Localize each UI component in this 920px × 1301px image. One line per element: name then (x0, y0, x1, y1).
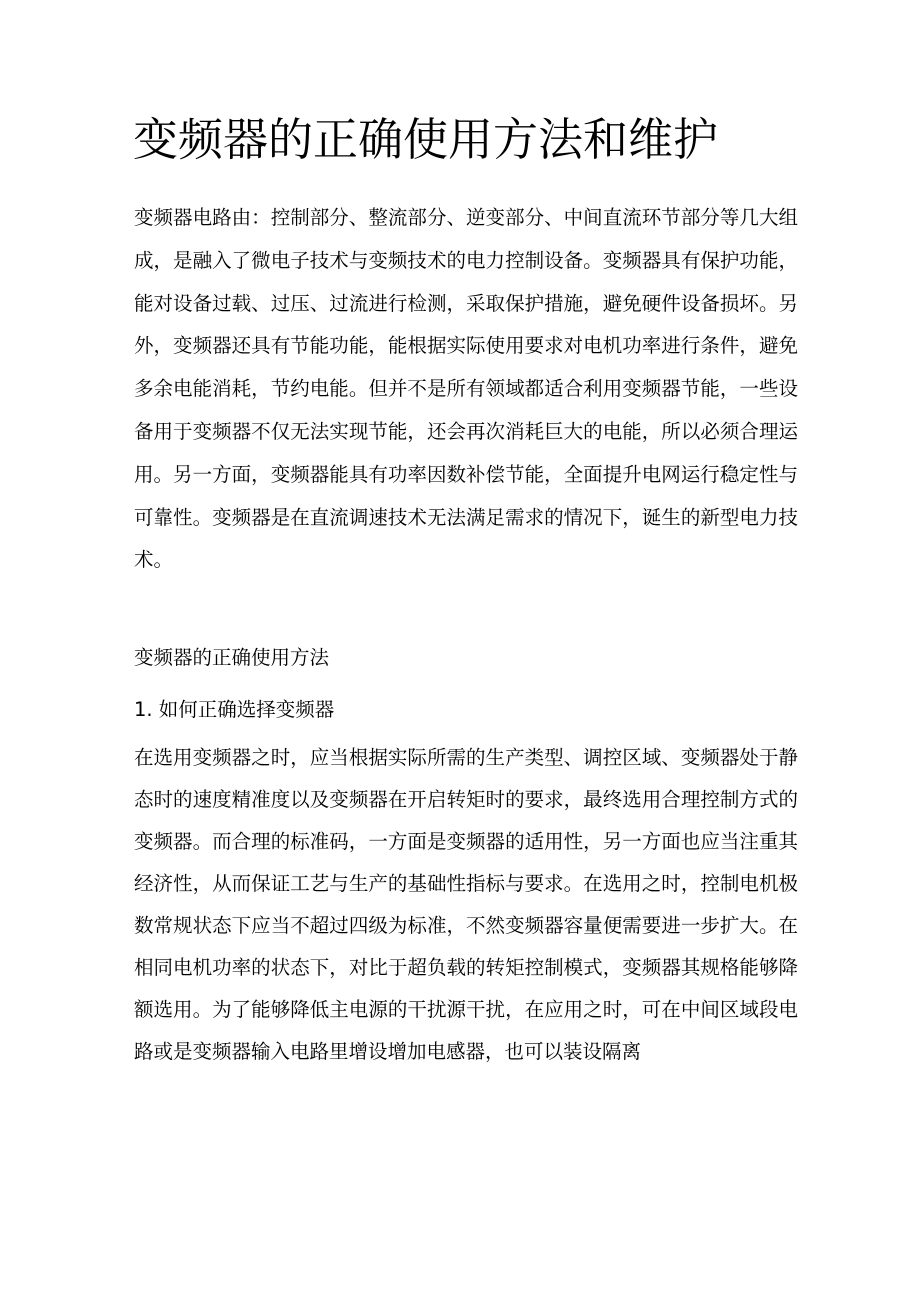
selection-paragraph: 在选用变频器之时，应当根据实际所需的生产类型、调控区域、变频器处于静态时的速度精准度以及变频器在开启转矩时的要求，最终选用合理控制方式的变频器。而合理的标准码，一方面是变频器的适用性，另一方面也应当注重其经济性，从而保证工艺与生产的基础性指标与要求。在选用之时，控制电机极数常规状态下应当不超过四级为标准，不然变频器容量便需要进一步扩大。在相同电机功率的状态下，对比于超负载的转矩控制模式，变频器其规格能够降额选用。为了能够降低主电源的干扰源干扰，在应用之时，可在中间区域段电路或是变频器输入电路里增设增加电感器，也可以装设隔离 (134, 746, 798, 1063)
section-heading: 变频器的正确使用方法 (134, 646, 330, 669)
document-title: 变频器的正确使用方法和维护 (133, 113, 719, 166)
intro-paragraph: 变频器电路由：控制部分、整流部分、逆变部分、中间直流环节部分等几大组成，是融入了微电子技术与变频技术的电力控制设备。变频器具有保护功能，能对设备过载、过压、过流进行检测，采取保护措施，避免硬件设备损坏。另外，变频器还具有节能功能，能根据实际使用要求对电机功率进行条件，避免多余电能消耗，节约电能。但并不是所有领域都适合利用变频器节能，一些设备用于变频器不仅无法实现节能，还会再次消耗巨大的电能，所以必须合理运用。另一方面，变频器能具有功率因数补偿节能，全面提升电网运行稳定性与可靠性。变频器是在直流调速技术无法满足需求的情况下，诞生的新型电力技术。 (134, 206, 798, 572)
subsection-heading: 1. 如何正确选择变频器 (134, 698, 335, 721)
